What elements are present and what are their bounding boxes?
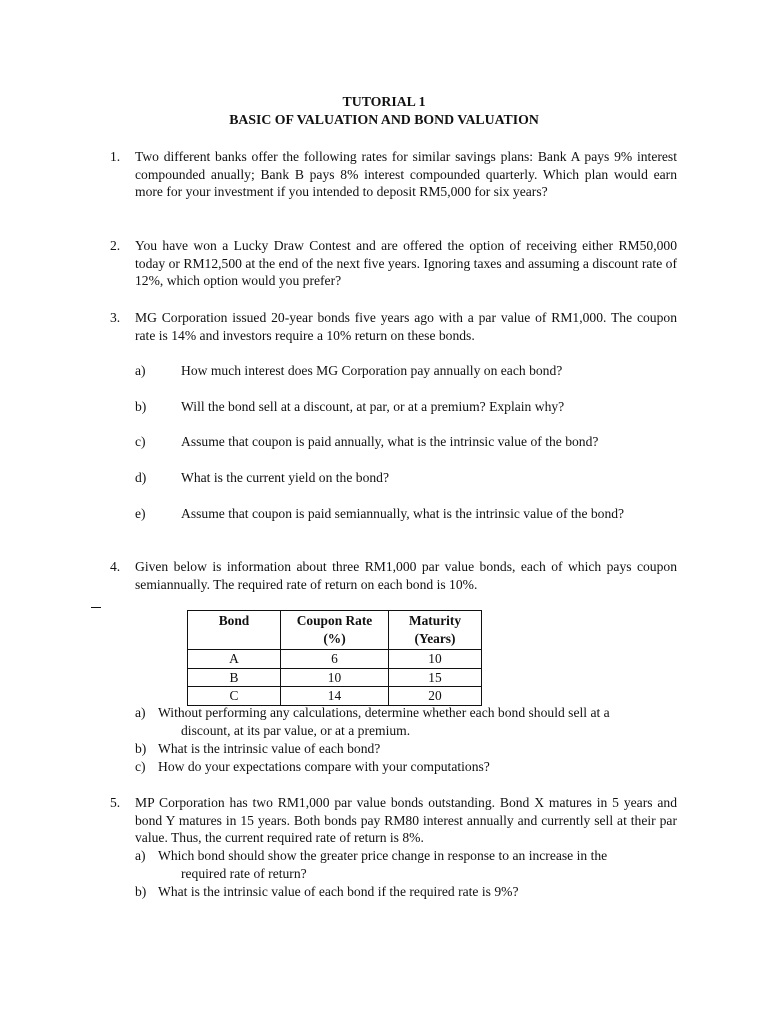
question-5a-text-continued: required rate of return?	[181, 866, 307, 881]
question-3-text: MG Corporation issued 20-year bonds five years ago with a par value of RM1,000. The coupon rate is 14% and investors require a 10% return on these bonds.	[135, 310, 677, 343]
table-row	[188, 687, 482, 706]
question-3a-text: How much interest does MG Corporation pay annually on each bond?	[181, 363, 563, 378]
table-header-cell	[389, 611, 482, 650]
table-row	[188, 668, 482, 687]
table-header-cell	[188, 611, 281, 650]
table-header-row	[188, 611, 482, 650]
question-3c-text: Assume that coupon is paid annually, what is the intrinsic value of the bond?	[181, 434, 599, 449]
question-5-number: 5.	[110, 795, 121, 810]
cell-bond: B	[188, 668, 281, 687]
header-maturity-unit: (Years)	[414, 630, 456, 646]
question-4a-text: Without performing any calculations, determine whether each bond should sell at a	[158, 705, 610, 720]
document-title: TUTORIAL 1	[342, 94, 426, 109]
question-4c-letter: c)	[135, 759, 146, 774]
bond-table	[187, 610, 482, 706]
cell-maturity: 15	[389, 668, 482, 687]
question-4a-text-continued: discount, at its par value, or at a premium.	[181, 723, 411, 738]
question-4b-text: What is the intrinsic value of each bond?	[158, 741, 381, 756]
question-2-text: You have won a Lucky Draw Contest and are offered the option of receiving either RM50,000 today or RM12,500 at the end of the next five years. Ignoring taxes and assuming a discount rate of 12%, which option would you prefer?	[135, 238, 677, 288]
question-4b-letter: b)	[135, 741, 147, 756]
table-header-cell	[281, 611, 389, 650]
cell-coupon-rate: 6	[281, 650, 389, 669]
question-3a-letter: a)	[135, 363, 146, 378]
header-bond-label: Bond	[218, 613, 250, 628]
question-5b-text: What is the intrinsic value of each bond if the required rate is 9%?	[158, 884, 519, 899]
header-maturity-label: Maturity	[408, 613, 462, 628]
cell-bond: C	[188, 687, 281, 706]
question-1-text: Two different banks offer the following rates for similar savings plans: Bank A pays 9% interest compounded anually; Bank B pays 8% interest compounded quarterly. Which plan would earn more for your investment if you intended to deposit RM5,000 for six years?	[135, 149, 677, 199]
question-5-text: MP Corporation has two RM1,000 par value bonds outstanding. Bond X matures in 5 years and bond Y matures in 15 years. Both bonds pay RM80 interest annually and currently sell at their par value. Thus, the current required rate of return is 8%.	[135, 795, 677, 845]
question-4a-letter: a)	[135, 705, 146, 720]
cell-bond: A	[188, 650, 281, 669]
question-3d-letter: d)	[135, 470, 147, 485]
cell-maturity: 20	[389, 687, 482, 706]
question-3b-text: Will the bond sell at a discount, at par, or at a premium? Explain why?	[181, 399, 565, 414]
question-3b-letter: b)	[135, 399, 147, 414]
question-5b-letter: b)	[135, 884, 147, 899]
cell-coupon-rate: 14	[281, 687, 389, 706]
cell-coupon-rate: 10	[281, 668, 389, 687]
question-3-number: 3.	[110, 310, 121, 325]
question-3e-text: Assume that coupon is paid semiannually, what is the intrinsic value of the bond?	[181, 506, 625, 521]
document-subtitle: BASIC OF VALUATION AND BOND VALUATION	[229, 112, 539, 127]
question-4-text: Given below is information about three RM1,000 par value bonds, each of which pays coupon semiannually. The required rate of return on each bond is 10%.	[135, 559, 677, 592]
question-3e-letter: e)	[135, 506, 146, 521]
question-4c-text: How do your expectations compare with your computations?	[158, 759, 490, 774]
question-5a-letter: a)	[135, 848, 146, 863]
question-4-number: 4.	[110, 559, 121, 574]
table-row	[188, 650, 482, 669]
question-2-number: 2.	[110, 238, 121, 253]
margin-mark	[91, 607, 101, 608]
cell-maturity: 10	[389, 650, 482, 669]
question-5a-text: Which bond should show the greater price change in response to an increase in the	[158, 848, 608, 863]
question-3c-letter: c)	[135, 434, 146, 449]
question-1-number: 1.	[110, 149, 121, 164]
question-3d-text: What is the current yield on the bond?	[181, 470, 389, 485]
header-coupon-rate-label: Coupon Rate	[296, 613, 373, 628]
header-coupon-rate-unit: (%)	[323, 630, 346, 646]
